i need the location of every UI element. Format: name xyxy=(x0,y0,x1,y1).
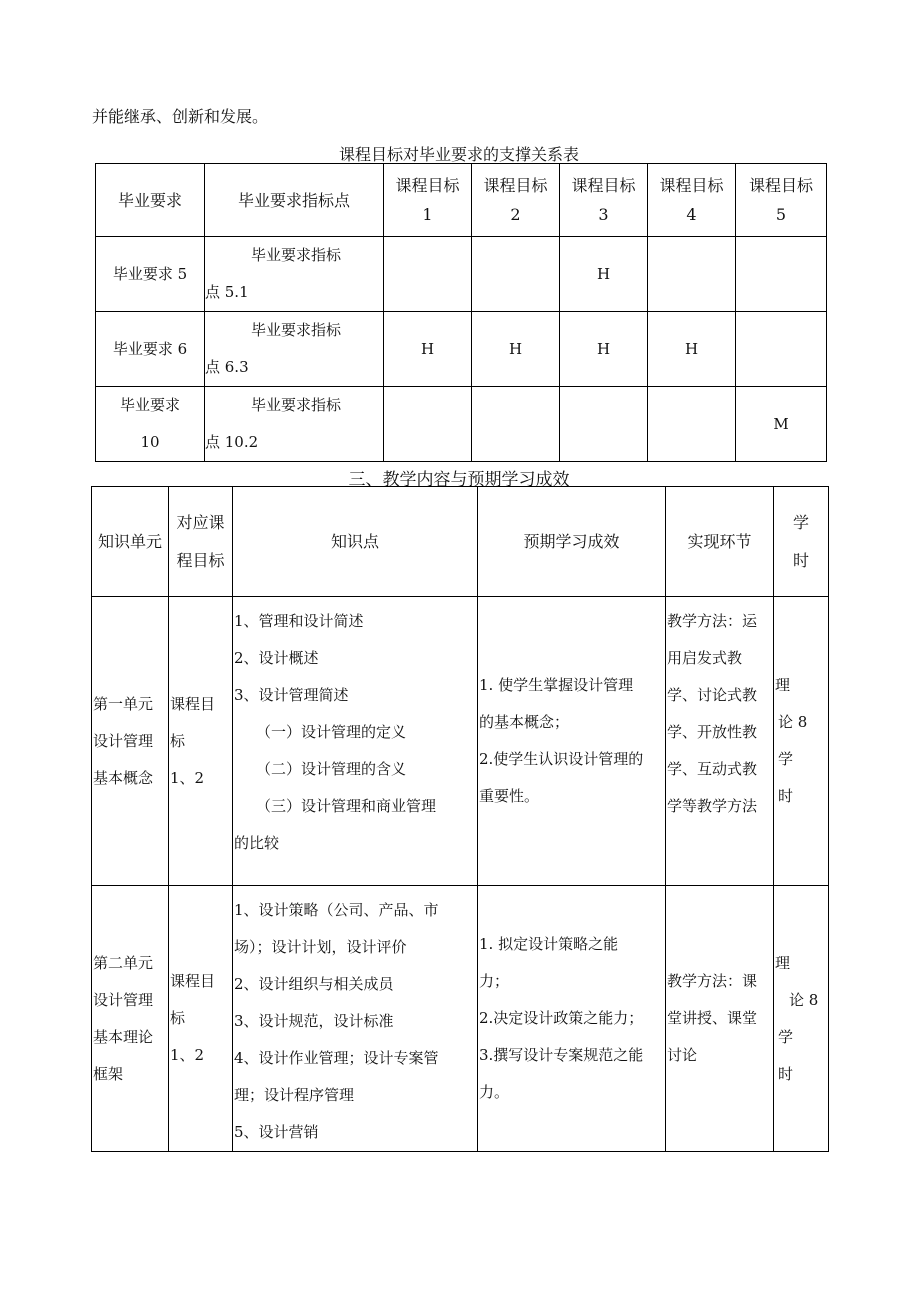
intro-text: 并能继承、创新和发展。 xyxy=(92,107,269,126)
header-points: 知识点 xyxy=(233,487,478,597)
mark-cell xyxy=(648,237,736,312)
mark-cell: H xyxy=(560,237,648,312)
table-row xyxy=(96,237,827,312)
content-table xyxy=(91,486,829,1152)
indicator-cell: 毕业要求指标 点 5.1 xyxy=(205,237,384,312)
unit-cell: 第二单元 设计管理 基本理论 框架 xyxy=(92,886,169,1152)
mark-cell: H xyxy=(472,312,560,387)
requirement-cell: 毕业要求 6 xyxy=(96,312,205,387)
indicator-cell: 毕业要求指标 点 6.3 xyxy=(205,312,384,387)
content-table-caption: 三、教学内容与预期学习成效 xyxy=(348,470,570,490)
table-row xyxy=(92,886,829,1152)
method-cell: 教学方法：运 用启发式教 学、讨论式教 学、开放性教 学、互动式教 学等教学方法 xyxy=(666,597,774,886)
table-row xyxy=(96,312,827,387)
hours-cell: 理 论 8 学 时 xyxy=(774,886,829,1152)
mark-cell: H xyxy=(648,312,736,387)
mark-cell xyxy=(384,387,472,462)
goal-cell: 课程目 标 1、2 xyxy=(169,597,233,886)
mark-cell xyxy=(472,387,560,462)
method-cell: 教学方法：课 堂讲授、课堂 讨论 xyxy=(666,886,774,1152)
support-table-caption: 课程目标对毕业要求的支撑关系表 xyxy=(338,145,579,164)
header-goal-5: 课程目标 5 xyxy=(736,164,827,237)
indicator-cell: 毕业要求指标 点 10.2 xyxy=(205,387,384,462)
mark-cell: H xyxy=(384,312,472,387)
mark-cell xyxy=(736,312,827,387)
knowledge-points-cell: 1、管理和设计简述 2、设计概述 3、设计管理简述 （一）设计管理的定义 （二）设计管理的含义 （三）设计管理和商业管理 的比较 xyxy=(233,597,478,886)
mark-cell: H xyxy=(560,312,648,387)
outcome-cell: 1. 使学生掌握设计管理 的基本概念； 2.使学生认识设计管理的 重要性。 xyxy=(478,597,666,886)
header-method: 实现环节 xyxy=(666,487,774,597)
header-goal-4: 课程目标 4 xyxy=(648,164,736,237)
requirement-cell: 毕业要求 5 xyxy=(96,237,205,312)
mark-cell xyxy=(736,237,827,312)
header-graduation-requirement: 毕业要求 xyxy=(96,164,205,237)
header-hours: 学 时 xyxy=(774,487,829,597)
knowledge-points-cell: 1、设计策略（公司、产品、市 场）；设计计划，设计评价 2、设计组织与相关成员 3、设计规范，设计标准 4、设计作业管理；设计专案管 理；设计程序管理 5、设计营销 xyxy=(233,886,478,1152)
support-table xyxy=(95,163,827,462)
outcome-cell: 1. 拟定设计策略之能 力； 2.决定设计政策之能力； 3.撰写设计专案规范之能 力。 xyxy=(478,886,666,1152)
mark-cell xyxy=(648,387,736,462)
header-goal-1: 课程目标 1 xyxy=(384,164,472,237)
header-outcome: 预期学习成效 xyxy=(478,487,666,597)
header-goal-2: 课程目标 2 xyxy=(472,164,560,237)
mark-cell: M xyxy=(736,387,827,462)
requirement-cell: 毕业要求 10 xyxy=(96,387,205,462)
table-row xyxy=(92,597,829,886)
unit-cell: 第一单元 设计管理 基本概念 xyxy=(92,597,169,886)
header-unit: 知识单元 xyxy=(92,487,169,597)
header-indicator: 毕业要求指标点 xyxy=(205,164,384,237)
table-row xyxy=(96,387,827,462)
hours-cell: 理 论 8 学 时 xyxy=(774,597,829,886)
mark-cell xyxy=(472,237,560,312)
goal-cell: 课程目 标 1、2 xyxy=(169,886,233,1152)
mark-cell xyxy=(384,237,472,312)
header-goal-3: 课程目标 3 xyxy=(560,164,648,237)
mark-cell xyxy=(560,387,648,462)
header-goal: 对应课 程目标 xyxy=(169,487,233,597)
